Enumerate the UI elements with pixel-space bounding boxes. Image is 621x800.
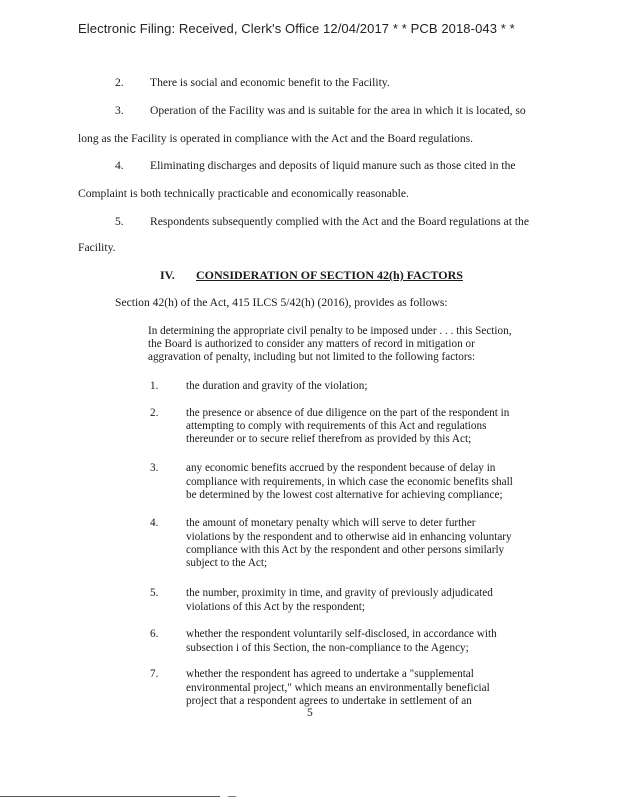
finding-text: long as the Facility is operated in compliance with the Act and the Board regulations.: [78, 132, 474, 145]
finding-text: Complaint is both technically practicable and economically reasonable.: [78, 187, 409, 200]
factor-text: whether the respondent has agreed to undertake a "supplemental: [186, 668, 474, 680]
finding-text: Eliminating discharges and deposits of liquid manure such as those cited in the: [150, 159, 516, 172]
factor-number: 4.: [150, 517, 159, 529]
factor-text: the number, proximity in time, and gravity of previously adjudicated: [186, 587, 493, 599]
factor-number: 3.: [150, 462, 159, 474]
factor-number: 2.: [150, 407, 159, 419]
finding-text: Facility.: [78, 241, 116, 254]
filing-header: Electronic Filing: Received, Clerk's Office 12/04/2017 * * PCB 2018-043 * *: [78, 21, 515, 36]
section-intro: Section 42(h) of the Act, 415 ILCS 5/42(h) (2016), provides as follows:: [115, 296, 448, 309]
finding-number: 2.: [115, 76, 124, 89]
section-number: IV.: [160, 268, 175, 282]
factor-text: subsection i of this Section, the non-compliance to the Agency;: [186, 642, 469, 654]
factor-number: 7.: [150, 668, 159, 680]
footnote-divider-fragment: [228, 796, 236, 797]
factor-text: the duration and gravity of the violation;: [186, 380, 368, 392]
finding-text: There is social and economic benefit to the Facility.: [150, 76, 390, 89]
factor-text: the presence or absence of due diligence on the part of the respondent in: [186, 407, 510, 419]
factor-text: violations of this Act by the respondent;: [186, 601, 365, 613]
finding-number: 4.: [115, 159, 124, 172]
section-title: CONSIDERATION OF SECTION 42(h) FACTORS: [196, 268, 463, 282]
factor-text: subject to the Act;: [186, 557, 268, 569]
factor-text: be determined by the lowest cost alternative for achieving compliance;: [186, 489, 503, 501]
finding-number: 5.: [115, 215, 124, 228]
quote-text: the Board is authorized to consider any matters of record in mitigation or: [148, 338, 475, 350]
factor-text: environmental project," which means an environmentally beneficial: [186, 682, 490, 694]
quote-text: aggravation of penalty, including but not limited to the following factors:: [148, 351, 476, 363]
factor-text: whether the respondent voluntarily self-disclosed, in accordance with: [186, 628, 497, 640]
footnote-divider: [0, 796, 220, 797]
factor-text: any economic benefits accrued by the respondent because of delay in: [186, 462, 496, 474]
quote-text: In determining the appropriate civil penalty to be imposed under . . . this Section,: [148, 325, 512, 337]
factor-text: project that a respondent agrees to undertake in settlement of an: [186, 695, 472, 707]
finding-number: 3.: [115, 104, 124, 117]
factor-text: attempting to comply with requirements of this Act and regulations: [186, 420, 487, 432]
factor-text: violations by the respondent and to otherwise aid in enhancing voluntary: [186, 531, 512, 543]
factor-number: 5.: [150, 587, 159, 599]
factor-text: compliance with this Act by the respondent and other persons similarly: [186, 544, 505, 556]
finding-text: Operation of the Facility was and is suitable for the area in which it is located, so: [150, 104, 526, 117]
finding-text: Respondents subsequently complied with the Act and the Board regulations at the: [150, 215, 529, 228]
factor-text: the amount of monetary penalty which will serve to deter further: [186, 517, 476, 529]
factor-text: thereunder or to secure relief therefrom as provided by this Act;: [186, 433, 472, 445]
factor-number: 1.: [150, 380, 159, 392]
factor-text: compliance with requirements, in which case the economic benefits shall: [186, 476, 513, 488]
factor-number: 6.: [150, 628, 159, 640]
page-number: 5: [307, 706, 313, 719]
